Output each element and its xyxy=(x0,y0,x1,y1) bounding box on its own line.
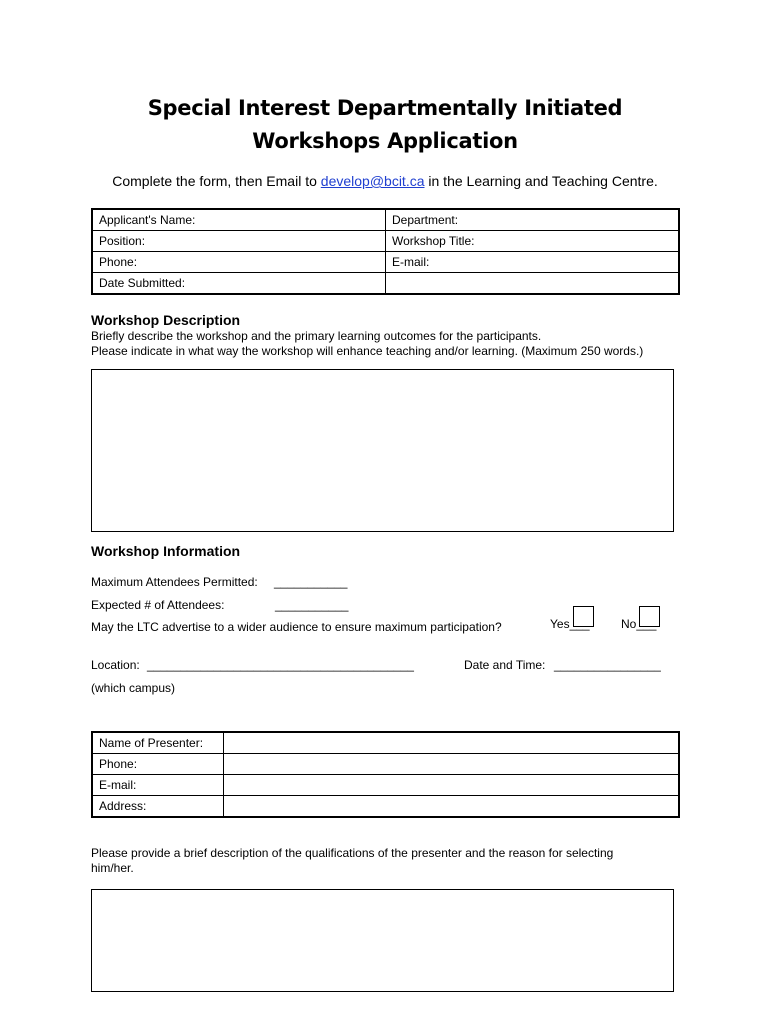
workshop-description-textarea[interactable] xyxy=(91,369,674,532)
presenter-address-input[interactable] xyxy=(224,796,680,818)
presenter-email-label: E-mail: xyxy=(92,775,224,796)
yes-label: Yes xyxy=(550,617,570,631)
phone-field[interactable]: Phone: xyxy=(92,252,386,273)
description-instruction-2: Please indicate in what way the workshop will enhance teaching and/or learning. (Maximum 250 words.) xyxy=(91,344,644,358)
no-underline: ___ xyxy=(636,617,657,631)
intro-text-before: Complete the form, then Email to xyxy=(112,173,321,189)
table-row xyxy=(92,732,679,754)
page-title-line2: Workshops Application xyxy=(252,129,518,153)
no-option xyxy=(621,609,656,633)
qualifications-textarea[interactable] xyxy=(91,889,674,992)
location-input[interactable]: ________________________________________ xyxy=(147,658,414,672)
workshop-information-heading: Workshop Information xyxy=(91,543,241,559)
presenter-email-input[interactable] xyxy=(224,775,680,796)
description-instruction-1: Briefly describe the workshop and the primary learning outcomes for the participants. xyxy=(91,329,542,343)
table-row xyxy=(92,775,679,796)
workshop-description-heading: Workshop Description xyxy=(91,312,241,328)
table-row xyxy=(92,754,679,775)
table-row xyxy=(92,796,679,818)
max-attendees-label: Maximum Attendees Permitted: xyxy=(91,575,258,589)
presenter-phone-input[interactable] xyxy=(224,754,680,775)
applicant-name-field[interactable]: Applicant's Name: xyxy=(92,209,386,231)
max-attendees-input[interactable]: ___________ xyxy=(274,575,348,589)
yes-option xyxy=(550,609,590,633)
yes-underline: ___ xyxy=(569,617,590,631)
presenter-name-label: Name of Presenter: xyxy=(92,732,224,754)
table-row xyxy=(92,273,679,295)
advertise-question: May the LTC advertise to a wider audience to ensure maximum participation? xyxy=(91,620,502,634)
date-submitted-field[interactable]: Date Submitted: xyxy=(92,273,386,295)
yes-checkbox[interactable] xyxy=(573,606,594,627)
no-blank xyxy=(636,616,656,633)
department-field[interactable]: Department: xyxy=(386,209,680,231)
intro-text xyxy=(0,173,770,189)
date-time-label: Date and Time: xyxy=(464,658,546,672)
no-label: No xyxy=(621,617,637,631)
presenter-address-label: Address: xyxy=(92,796,224,818)
intro-text-after: in the Learning and Teaching Centre. xyxy=(424,173,658,189)
campus-note: (which campus) xyxy=(91,681,176,695)
page-title-line1: Special Interest Departmentally Initiated xyxy=(147,96,623,120)
expected-attendees-input[interactable]: ___________ xyxy=(275,598,349,612)
qualifications-instruction-2: him/her. xyxy=(91,861,134,875)
table-row xyxy=(92,209,679,231)
expected-attendees-label: Expected # of Attendees: xyxy=(91,598,225,612)
position-field[interactable]: Position: xyxy=(92,231,386,252)
empty-cell xyxy=(386,273,680,295)
presenter-phone-label: Phone: xyxy=(92,754,224,775)
table-row xyxy=(92,252,679,273)
applicant-table xyxy=(91,208,680,295)
date-time-input[interactable]: ________________ xyxy=(554,658,661,672)
email-link[interactable]: develop@bcit.ca xyxy=(320,173,425,189)
presenter-table xyxy=(91,731,680,818)
qualifications-instruction-1: Please provide a brief description of the qualifications of the presenter and the reason for selecting xyxy=(91,846,614,860)
presenter-name-input[interactable] xyxy=(224,732,680,754)
location-label: Location: xyxy=(91,658,140,672)
email-field[interactable]: E-mail: xyxy=(386,252,680,273)
yes-blank xyxy=(570,616,590,633)
table-row xyxy=(92,231,679,252)
no-checkbox[interactable] xyxy=(639,606,660,627)
workshop-title-field[interactable]: Workshop Title: xyxy=(386,231,680,252)
